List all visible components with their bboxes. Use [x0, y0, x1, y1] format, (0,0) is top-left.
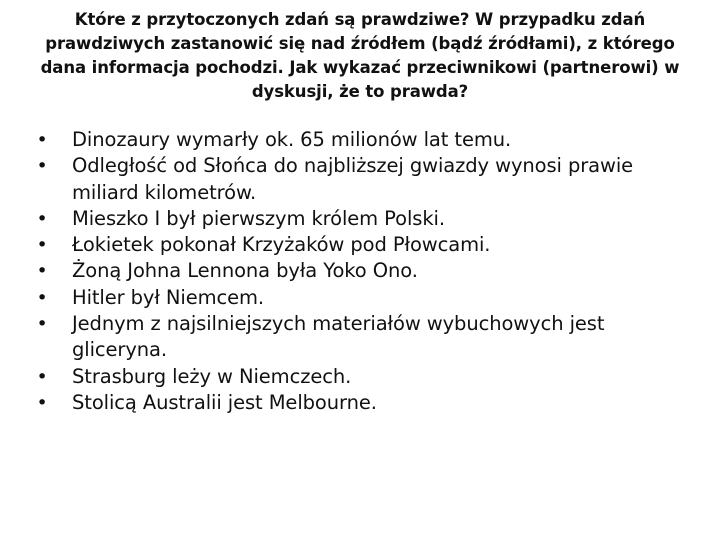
bullet-icon: • [36, 391, 48, 414]
bullet-icon: • [36, 207, 48, 230]
bullet-icon: • [36, 155, 48, 178]
list-item [36, 127, 700, 153]
list-item-text: Łokietek pokonał Krzyżaków pod Płowcami. [72, 233, 491, 257]
list-item-text: Mieszko I był pierwszym królem Polski. [72, 206, 445, 230]
list-item-text: Hitler był Niemcem. [72, 285, 265, 309]
bullet-icon: • [36, 313, 48, 336]
list-item [36, 285, 700, 311]
bullet-icon: • [36, 129, 48, 151]
bullet-icon: • [36, 260, 48, 283]
list-item [36, 364, 700, 390]
list-item-text: Dinozaury wymarły ok. 65 milionów lat temu. [72, 128, 512, 151]
list-item [36, 311, 700, 364]
bullet-list [36, 127, 700, 416]
list-item [36, 153, 700, 206]
list-item [36, 258, 700, 284]
slide-title: Które z przytoczonych zdań są prawdziwe? W przypadku zdań prawdziwych zastanowić się nad źródłem (bądź źródłami), z którego dana informacja pochodzi. Jak wykazać przeciwnikowi (partnerowi) w dyskusji, że to prawda? [40, 10, 680, 101]
list-item-text: Odległość od Słońca do najbliższej gwiazdy wynosi prawie miliard kilometrów. [72, 154, 634, 204]
list-item [36, 390, 700, 416]
bullet-icon: • [36, 286, 48, 309]
list-item-text: Żoną Johna Lennona była Yoko Ono. [72, 259, 418, 283]
list-item-text: Jednym z najsilniejszych materiałów wybuchowych jest gliceryna. [72, 312, 605, 362]
list-item-text: Strasburg leży w Niemczech. [72, 364, 352, 388]
bullet-icon: • [36, 365, 48, 388]
list-item [36, 232, 700, 258]
list-item [36, 206, 700, 232]
bullet-icon: • [36, 234, 48, 257]
list-item-text: Stolicą Australii jest Melbourne. [72, 390, 377, 414]
